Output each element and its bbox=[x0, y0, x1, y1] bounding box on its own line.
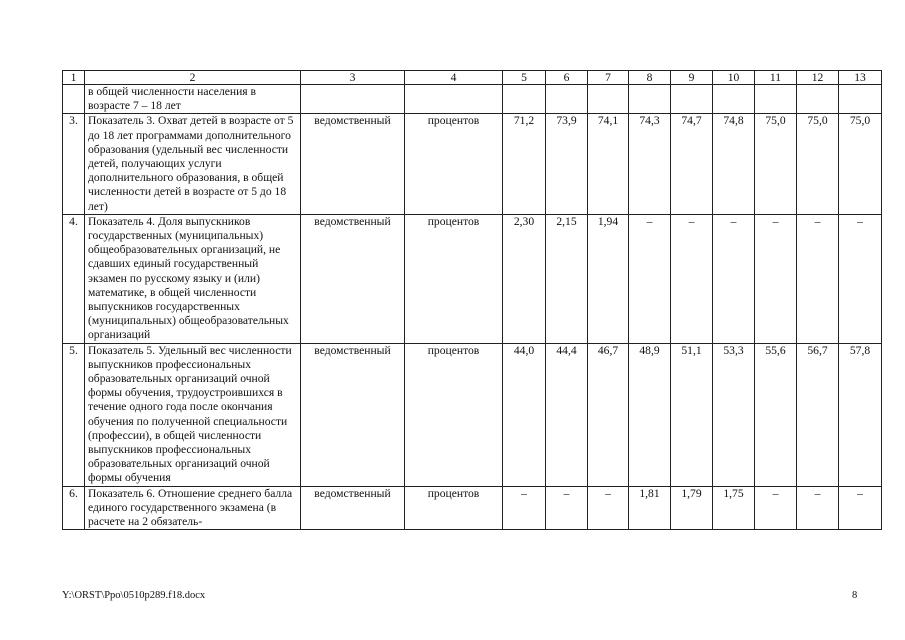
value-cell: – bbox=[713, 214, 755, 343]
data-source: ведомственный bbox=[301, 214, 405, 343]
unit: процентов bbox=[405, 486, 503, 530]
col-header: 12 bbox=[797, 71, 839, 85]
data-source: ведомственный bbox=[301, 343, 405, 486]
value-cell bbox=[546, 85, 588, 114]
value-cell: 1,81 bbox=[629, 486, 671, 530]
value-cell: 75,0 bbox=[839, 114, 882, 214]
value-cell bbox=[839, 85, 882, 114]
unit: процентов bbox=[405, 214, 503, 343]
data-source: ведомственный bbox=[301, 486, 405, 530]
table-row-indicator-3 bbox=[63, 114, 882, 214]
indicator-text: Показатель 3. Охват детей в возрасте от 5 до 18 лет программами дополнительного образования (удельный вес численности детей, получающих услуги дополнительного образования, в общей численности детей в возрасте от 5 до 18 лет) bbox=[85, 114, 301, 214]
file-path-footer: Y:\ORST\Ppo\0510p289.f18.docx bbox=[62, 590, 206, 601]
value-cell: – bbox=[755, 486, 797, 530]
value-cell: 1,79 bbox=[671, 486, 713, 530]
value-cell: 55,6 bbox=[755, 343, 797, 486]
col-header: 9 bbox=[671, 71, 713, 85]
col-header: 3 bbox=[301, 71, 405, 85]
value-cell: – bbox=[797, 214, 839, 343]
indicators-table bbox=[62, 70, 882, 530]
value-cell bbox=[503, 85, 546, 114]
value-cell: 44,4 bbox=[546, 343, 588, 486]
value-cell: 73,9 bbox=[546, 114, 588, 214]
unit bbox=[405, 85, 503, 114]
value-cell bbox=[755, 85, 797, 114]
value-cell: 75,0 bbox=[797, 114, 839, 214]
unit: процентов bbox=[405, 114, 503, 214]
value-cell: – bbox=[588, 486, 629, 530]
value-cell bbox=[629, 85, 671, 114]
value-cell: 1,75 bbox=[713, 486, 755, 530]
value-cell: 56,7 bbox=[797, 343, 839, 486]
value-cell: – bbox=[797, 486, 839, 530]
col-header: 4 bbox=[405, 71, 503, 85]
table-row-continuation bbox=[63, 85, 882, 114]
row-number: 6. bbox=[63, 486, 85, 530]
col-header: 7 bbox=[588, 71, 629, 85]
value-cell: – bbox=[671, 214, 713, 343]
value-cell: 46,7 bbox=[588, 343, 629, 486]
value-cell: – bbox=[839, 486, 882, 530]
col-header: 8 bbox=[629, 71, 671, 85]
col-header: 10 bbox=[713, 71, 755, 85]
row-number: 5. bbox=[63, 343, 85, 486]
value-cell: – bbox=[839, 214, 882, 343]
value-cell: – bbox=[546, 486, 588, 530]
table-row-indicator-6 bbox=[63, 486, 882, 530]
value-cell bbox=[671, 85, 713, 114]
value-cell: 74,1 bbox=[588, 114, 629, 214]
value-cell bbox=[588, 85, 629, 114]
value-cell: 74,8 bbox=[713, 114, 755, 214]
value-cell: 2,15 bbox=[546, 214, 588, 343]
value-cell: 75,0 bbox=[755, 114, 797, 214]
indicator-text: Показатель 6. Отношение среднего балла единого государственного экзамена (в расчете на 2 обязатель- bbox=[85, 486, 301, 530]
col-header: 1 bbox=[63, 71, 85, 85]
value-cell bbox=[713, 85, 755, 114]
col-header: 13 bbox=[839, 71, 882, 85]
indicator-text: Показатель 5. Удельный вес численности выпускников профессиональных образовательных организаций очной формы обучения, трудоустроившихся в течение одного года после окончания обучения по полученной специальности (профессии), в общей численности выпускников профессиональных образовательных организаций очной формы обучения bbox=[85, 343, 301, 486]
table-row-indicator-4 bbox=[63, 214, 882, 343]
table-row-indicator-5 bbox=[63, 343, 882, 486]
value-cell: 2,30 bbox=[503, 214, 546, 343]
value-cell: 53,3 bbox=[713, 343, 755, 486]
value-cell: 44,0 bbox=[503, 343, 546, 486]
row-number bbox=[63, 85, 85, 114]
page-number: 8 bbox=[852, 590, 858, 601]
value-cell: 74,7 bbox=[671, 114, 713, 214]
data-source: ведомственный bbox=[301, 114, 405, 214]
value-cell bbox=[797, 85, 839, 114]
col-header: 5 bbox=[503, 71, 546, 85]
col-header: 6 bbox=[546, 71, 588, 85]
value-cell: 51,1 bbox=[671, 343, 713, 486]
value-cell: – bbox=[629, 214, 671, 343]
indicator-text: Показатель 4. Доля выпускников государственных (муниципальных) общеобразовательных организаций, не сдавших единый государственный экзамен по русскому языку и (или) математике, в общей численности выпускников государственных (муниципальных) общеобразовательных организаций bbox=[85, 214, 301, 343]
indicator-text: в общей численности населения в возрасте 7 – 18 лет bbox=[85, 85, 301, 114]
data-source bbox=[301, 85, 405, 114]
value-cell: 1,94 bbox=[588, 214, 629, 343]
col-header: 2 bbox=[85, 71, 301, 85]
value-cell: – bbox=[755, 214, 797, 343]
value-cell: 57,8 bbox=[839, 343, 882, 486]
value-cell: – bbox=[503, 486, 546, 530]
value-cell: 71,2 bbox=[503, 114, 546, 214]
value-cell: 48,9 bbox=[629, 343, 671, 486]
unit: процентов bbox=[405, 343, 503, 486]
row-number: 4. bbox=[63, 214, 85, 343]
col-header: 11 bbox=[755, 71, 797, 85]
row-number: 3. bbox=[63, 114, 85, 214]
value-cell: 74,3 bbox=[629, 114, 671, 214]
column-number-row bbox=[63, 71, 882, 85]
